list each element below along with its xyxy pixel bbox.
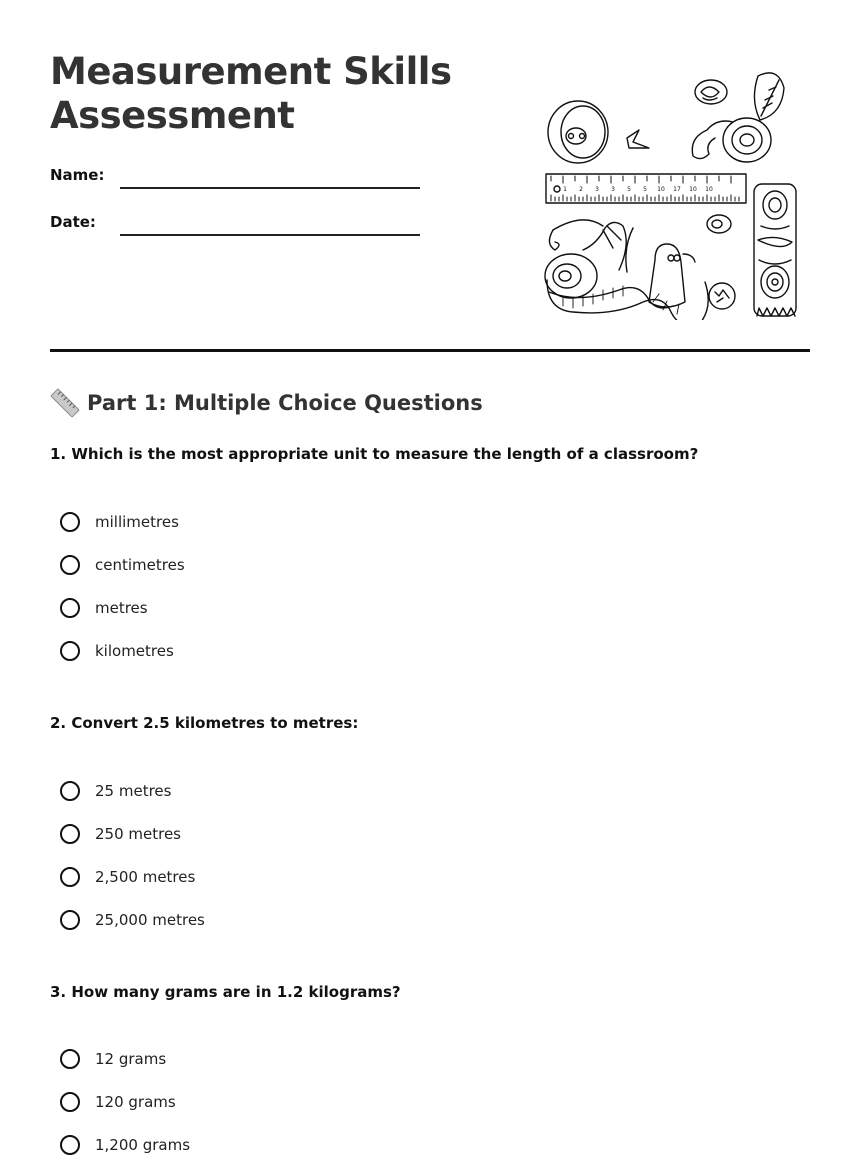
name-field[interactable] [50, 166, 104, 184]
ruler-tick-label: 5 [627, 186, 631, 193]
title-line-1: Measurement Skills [50, 50, 452, 93]
radio-button[interactable] [60, 641, 80, 661]
option-label: 2,500 metres [95, 868, 196, 886]
question-1: 1. Which is the most appropriate unit to measure the length of a classroom? [50, 445, 699, 463]
ruler-icon [50, 388, 80, 418]
option-label: 250 metres [95, 825, 182, 843]
option-label: 120 grams [95, 1093, 176, 1111]
ruler-tick-label: 10 [705, 186, 713, 193]
radio-button[interactable] [60, 867, 80, 887]
radio-button[interactable] [60, 1049, 80, 1069]
q1-option-c[interactable] [60, 598, 148, 618]
radio-button[interactable] [60, 910, 80, 930]
q3-option-c[interactable] [60, 1135, 190, 1155]
option-label: metres [95, 599, 148, 617]
q3-option-b[interactable] [60, 1092, 176, 1112]
name-answer-line[interactable] [120, 187, 420, 189]
question-3: 3. How many grams are in 1.2 kilograms? [50, 983, 401, 1001]
title-line-2: Assessment [50, 94, 295, 137]
ruler-tick-label: 10 [689, 186, 697, 193]
option-label: 25,000 metres [95, 911, 205, 929]
ruler-tick-label: 2 [579, 186, 583, 193]
q1-option-d[interactable] [60, 641, 174, 661]
name-label: Name: [50, 166, 105, 184]
q1-option-b[interactable] [60, 555, 185, 575]
q2-option-b[interactable] [60, 824, 181, 844]
part-1-heading-text: Part 1: Multiple Choice Questions [87, 391, 483, 415]
option-label: 12 grams [95, 1050, 167, 1068]
ruler-tick-label: 3 [595, 186, 599, 193]
date-field[interactable] [50, 213, 96, 231]
option-label: kilometres [95, 642, 174, 660]
part-1-heading [50, 388, 483, 418]
q2-option-c[interactable] [60, 867, 195, 887]
date-label: Date: [50, 213, 96, 231]
q3-option-a[interactable] [60, 1049, 166, 1069]
date-answer-line[interactable] [120, 234, 420, 236]
question-2: 2. Convert 2.5 kilometres to metres: [50, 714, 359, 732]
q2-option-d[interactable] [60, 910, 205, 930]
ruler-tick-label: 3 [611, 186, 615, 193]
radio-button[interactable] [60, 555, 80, 575]
page-title [50, 50, 451, 138]
header-divider [50, 349, 810, 352]
radio-button[interactable] [60, 1092, 80, 1112]
ruler-tick-label: 1 [563, 186, 567, 193]
measurement-illustration [543, 70, 803, 320]
radio-button[interactable] [60, 824, 80, 844]
radio-button[interactable] [60, 781, 80, 801]
ruler-tick-label: 10 [657, 186, 665, 193]
radio-button[interactable] [60, 1135, 80, 1155]
option-label: centimetres [95, 556, 185, 574]
q2-option-a[interactable] [60, 781, 171, 801]
radio-button[interactable] [60, 598, 80, 618]
radio-button[interactable] [60, 512, 80, 532]
option-label: 1,200 grams [95, 1136, 191, 1154]
q1-option-a[interactable] [60, 512, 179, 532]
option-label: 25 metres [95, 782, 172, 800]
option-label: millimetres [95, 513, 179, 531]
ruler-tick-label: 5 [643, 186, 647, 193]
ruler-tick-label: 17 [673, 186, 681, 193]
